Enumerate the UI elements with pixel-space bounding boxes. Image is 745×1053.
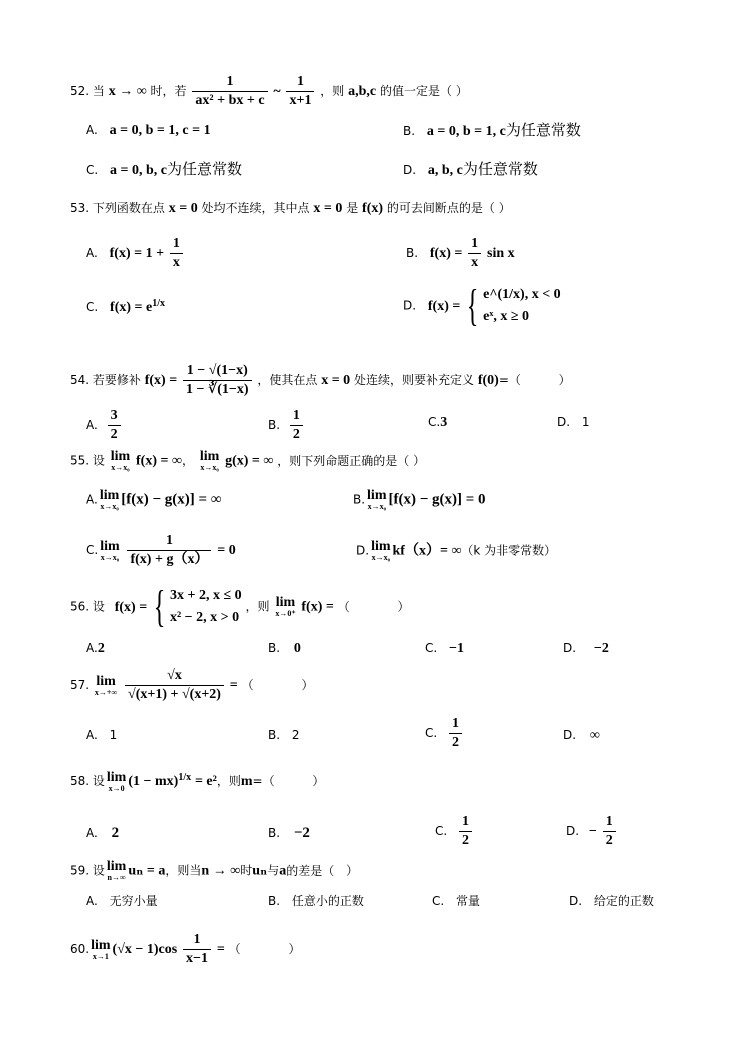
q54-f0: f(0) — [477, 373, 499, 388]
q58-text-a: 58. 设 — [70, 774, 105, 788]
q58-text-b: ，则 — [216, 774, 241, 788]
q53-close-paren: ） — [498, 201, 511, 215]
denominator: x−1 — [186, 951, 209, 966]
q55-comma: ， — [181, 453, 194, 468]
q58-base: (1 − mx) — [128, 774, 179, 789]
numerator: 1 — [170, 236, 183, 254]
option-label: B. — [406, 246, 419, 260]
question-57-stem — [70, 668, 313, 703]
numerator: 1 — [468, 236, 481, 254]
q60-close-paren: ） — [288, 942, 301, 956]
q57-option-c-fraction — [449, 716, 462, 751]
option-label: B. — [268, 826, 281, 840]
option-label: A. — [86, 826, 98, 840]
q56-limit — [275, 596, 295, 618]
q57-limit — [95, 675, 117, 697]
q54-option-b-fraction — [290, 408, 303, 443]
lim-subscript: x→x₀ — [100, 552, 120, 562]
q55-option-a-limit — [100, 489, 119, 511]
q60-text-b: （ — [228, 942, 241, 956]
q54-option-c — [428, 414, 447, 431]
q54-option-d-value: 1 — [581, 415, 590, 429]
q58-option-d-fraction — [603, 814, 616, 849]
q53-option-b-lhs: f(x) = — [429, 246, 463, 261]
option-label: C. — [435, 824, 448, 838]
q56-option-d — [563, 640, 609, 657]
q53-point-1: x = 0 — [168, 201, 198, 216]
q59-option-a — [86, 893, 158, 909]
option-label: C. — [86, 543, 99, 557]
denominator: √(x+1) + √(x+2) — [128, 687, 221, 702]
q59-option-b — [268, 893, 364, 909]
q58-option-d-sign: − — [588, 824, 597, 839]
q60-text-a: 60. — [70, 942, 90, 956]
q54-option-d — [557, 414, 590, 430]
lim-subscript: x→x₀ — [111, 463, 130, 472]
lim-subscript: x→+∞ — [94, 687, 118, 697]
lim-subscript: x→x₀ — [371, 553, 390, 562]
q53-option-b-fraction — [468, 236, 481, 271]
left-brace: { — [153, 582, 166, 631]
q59-close-paren: ） — [346, 863, 359, 878]
option-label: D. — [356, 543, 370, 558]
option-label: D. — [403, 163, 417, 177]
q55-option-b — [353, 489, 486, 511]
q54-option-b — [268, 408, 305, 443]
denominator: f(x) + g（x） — [130, 552, 209, 567]
option-label: B. — [353, 492, 366, 507]
numerator: 1 — [459, 814, 472, 832]
case-1: e^(1/x), x < 0 — [483, 287, 561, 302]
option-label: B. — [268, 641, 281, 655]
q52-text-a: 52. 当 — [70, 84, 105, 98]
q54-lhs: f(x) = — [144, 373, 178, 388]
q53-point-2: x = 0 — [313, 201, 343, 216]
q57-text-a: 57. — [70, 678, 90, 692]
q55-text-b: ，则下列命题正确的是（ — [277, 453, 410, 468]
q59-text-a: 59. 设 — [70, 863, 105, 878]
option-label: D. — [563, 728, 577, 742]
q55-option-b-limit — [367, 489, 386, 511]
lim-subscript: x→x₀ — [200, 463, 219, 472]
numerator: 3 — [108, 408, 121, 426]
q55-option-d-expr: kf（x）= ∞ — [392, 543, 462, 559]
denominator: 2 — [605, 833, 613, 848]
q55-option-d-limit — [371, 540, 390, 562]
q55-option-c-rhs: = 0 — [217, 543, 236, 558]
q58-option-b-value: −2 — [293, 825, 310, 841]
q53-option-d-lhs: f(x) = — [427, 298, 461, 314]
question-60-stem — [70, 932, 301, 967]
numerator: 1 — [290, 408, 303, 426]
q58-limit — [107, 771, 126, 793]
q57-option-d — [563, 727, 600, 744]
q55-option-a — [86, 489, 222, 511]
option-label: C. — [428, 415, 441, 429]
q57-equals: = — [229, 678, 238, 693]
q59-text-c: 时 — [240, 863, 253, 878]
q58-close-paren: ） — [312, 774, 325, 788]
q55-option-c — [86, 533, 236, 568]
q60-equals: = — [216, 942, 225, 957]
q57-fraction — [125, 668, 224, 703]
numerator: 1 — [449, 716, 462, 734]
option-label: A. — [86, 641, 98, 655]
q60-limit — [91, 939, 110, 961]
q54-text-d: =（ — [498, 373, 521, 387]
q60-expr: (√x − 1)cos — [112, 942, 178, 957]
q52-close-paren: ） — [455, 84, 468, 98]
option-label: A. — [86, 894, 98, 908]
question-52-stem — [70, 74, 468, 109]
q58-option-b — [268, 825, 310, 841]
q59-expr: uₙ = a — [128, 863, 166, 879]
q55-text-a: 55. 设 — [70, 453, 105, 468]
q56-lhs: f(x) = — [114, 599, 148, 615]
q57-option-b-value: 2 — [291, 728, 300, 742]
lim-subscript: x→0⁺ — [275, 609, 296, 618]
option-label: B. — [268, 728, 281, 742]
q56-option-a — [86, 640, 105, 657]
q56-text-c: （ — [337, 599, 350, 614]
option-label: C. — [86, 163, 99, 177]
q55-option-c-fraction — [127, 533, 211, 568]
case-2: eˣ, x ≥ 0 — [483, 309, 530, 324]
q52-text-d: 的值一定是（ — [379, 84, 452, 98]
q59-text-b: ，则当 — [165, 863, 202, 878]
q53-option-b-rhs: sin x — [487, 246, 515, 261]
q53-option-d — [403, 281, 561, 330]
q56-expr: f(x) = — [301, 599, 334, 615]
q52-vars: a,b,c — [348, 84, 377, 99]
lim-word: lim — [106, 769, 127, 785]
q56-option-a-value: 2 — [97, 641, 105, 656]
q55-expr-2: g(x) = ∞ — [225, 453, 274, 469]
q52-option-b-text: 为任意常数 — [505, 121, 581, 139]
q56-cases — [170, 585, 242, 629]
q53-option-a-fraction — [170, 236, 183, 271]
question-58-stem — [70, 770, 324, 793]
q55-option-a-expr: [f(x) − g(x)] = ∞ — [121, 491, 222, 508]
q59-un: uₙ — [252, 863, 268, 879]
lim-word: lim — [96, 673, 116, 689]
numerator: 1 — [603, 814, 616, 832]
option-label: B. — [268, 894, 281, 908]
q52-option-d-text: 为任意常数 — [462, 160, 538, 178]
numerator: 1 − √(1−x) — [183, 363, 251, 381]
q55-expr-1: f(x) = ∞ — [136, 453, 182, 469]
q54-text-b: ，使其在点 — [257, 373, 318, 387]
option-label: C. — [432, 894, 445, 908]
option-label: B. — [268, 418, 281, 432]
q52-frac1-denominator: ax² + bx + c — [195, 93, 265, 108]
q55-option-b-expr: [f(x) − g(x)] = 0 — [388, 491, 486, 508]
q52-option-b — [403, 122, 581, 140]
lim-subscript: n→∞ — [107, 873, 126, 882]
q56-option-b — [268, 640, 301, 657]
q56-option-c-value: −1 — [449, 641, 465, 656]
q59-option-c — [432, 893, 480, 909]
q53-text-b: 处均不连续，其中点 — [201, 201, 310, 215]
q57-option-a-value: 1 — [109, 728, 118, 742]
denominator: 2 — [292, 427, 300, 442]
q52-option-c-expr: a = 0, b, c — [110, 163, 168, 178]
lim-subscript: x→x₀ — [367, 502, 386, 511]
option-label: D. — [403, 298, 417, 313]
lim-subscript: x→0 — [108, 783, 125, 793]
q52-option-c — [86, 161, 242, 179]
q52-frac2-denominator: x+1 — [289, 93, 312, 108]
option-label: A. — [86, 123, 98, 137]
q52-frac1-numerator: 1 — [192, 74, 267, 92]
q59-limit — [107, 860, 126, 882]
q53-option-c — [86, 296, 165, 316]
q52-text-c: ，则 — [320, 84, 345, 98]
q58-option-c — [435, 814, 474, 849]
lim-word: lim — [367, 488, 387, 503]
q52-equivalence: ~ — [273, 84, 281, 99]
lim-word: lim — [99, 488, 120, 503]
lim-word: lim — [110, 449, 131, 464]
q59-option-a-text: 无穷小量 — [109, 894, 158, 908]
q54-option-c-value: 3 — [440, 415, 448, 430]
q54-option-a-fraction — [108, 408, 121, 443]
q56-option-d-value: −2 — [593, 641, 609, 656]
q58-option-d — [566, 814, 618, 849]
question-56-stem — [70, 582, 410, 631]
question-55-stem — [70, 450, 425, 472]
q54-text-c: 处连续，则要补充定义 — [354, 373, 475, 387]
q54-text-a: 54. 若要修补 — [70, 373, 141, 387]
q55-limit-1 — [111, 450, 130, 472]
q52-fraction-1 — [192, 74, 267, 109]
q53-option-b — [406, 236, 515, 271]
q52-option-b-expr: a = 0, b = 1, c — [426, 124, 506, 139]
q59-option-d — [569, 893, 654, 909]
q56-option-b-value: 0 — [293, 641, 301, 656]
q59-condition: n → ∞ — [201, 863, 241, 879]
lim-subscript: x→x₀ — [100, 502, 119, 511]
q59-option-d-text: 给定的正数 — [593, 894, 654, 908]
q58-m: m — [240, 774, 253, 789]
case-2: x² − 2, x > 0 — [169, 610, 240, 625]
denominator: x — [471, 255, 479, 270]
lim-word: lim — [199, 449, 220, 464]
numerator: 1 — [127, 533, 211, 551]
denominator: 1 − ∛(1−x) — [186, 382, 249, 397]
q56-option-c — [425, 640, 464, 657]
q57-text-b: （ — [241, 678, 254, 692]
q58-exponent: 1/x — [178, 772, 192, 783]
q57-option-a — [86, 727, 117, 743]
q52-condition: x → ∞ — [108, 84, 147, 99]
q58-rhs: = e² — [194, 774, 217, 789]
q58-option-c-fraction — [459, 814, 472, 849]
q52-option-a — [86, 122, 211, 139]
lim-word: lim — [91, 937, 111, 953]
q58-text-c: =（ — [252, 774, 275, 788]
lim-word: lim — [371, 539, 391, 554]
option-label: B. — [403, 124, 416, 138]
q53-option-d-cases — [483, 284, 561, 328]
q58-option-a-value: 2 — [111, 825, 120, 841]
question-53-stem — [70, 200, 511, 217]
lim-subscript: x→1 — [92, 951, 109, 961]
question-54-stem — [70, 363, 571, 398]
numerator: √x — [125, 668, 224, 686]
q53-text-a: 53. 下列函数在点 — [70, 201, 165, 215]
option-label: A. — [86, 418, 98, 432]
option-label: A. — [86, 728, 98, 742]
case-1: 3x + 2, x ≤ 0 — [169, 588, 242, 603]
q53-text-d: 的可去间断点的是（ — [386, 201, 495, 215]
q57-option-c — [425, 716, 464, 751]
option-label: D. — [566, 824, 580, 838]
lim-word: lim — [275, 595, 296, 610]
q53-option-a — [86, 236, 185, 271]
q57-option-d-value: ∞ — [589, 728, 600, 743]
q54-point: x = 0 — [321, 373, 351, 388]
q59-option-c-text: 常量 — [456, 894, 481, 908]
lim-word: lim — [106, 859, 127, 874]
q52-fraction-2 — [286, 74, 314, 109]
option-label: A. — [86, 246, 98, 260]
left-brace: { — [466, 281, 479, 330]
q58-option-a — [86, 825, 119, 841]
q56-close-paren: ） — [397, 599, 410, 614]
option-label: C. — [425, 641, 438, 655]
q53-text-c: 是 — [346, 201, 359, 215]
q55-option-d — [356, 540, 556, 562]
q55-option-c-limit — [100, 540, 119, 562]
numerator: 1 — [183, 932, 211, 950]
question-59-stem — [70, 860, 358, 882]
q60-fraction — [183, 932, 211, 967]
q53-fx: f(x) — [362, 201, 384, 216]
q52-option-c-text: 为任意常数 — [167, 160, 243, 178]
denominator: 2 — [452, 735, 460, 750]
q57-close-paren: ） — [301, 678, 314, 692]
q52-option-a-expr: a = 0, b = 1, c = 1 — [109, 123, 211, 138]
denominator: 2 — [110, 427, 118, 442]
q59-a: a — [279, 863, 287, 879]
q55-close-paren: ） — [413, 453, 426, 468]
q53-option-c-exponent: 1/x — [152, 298, 165, 309]
q52-frac2-numerator: 1 — [286, 74, 314, 92]
option-label: D. — [569, 894, 583, 908]
q52-text-b: 时，若 — [150, 84, 187, 98]
q52-option-d-expr: a, b, c — [427, 163, 463, 178]
option-label: C. — [425, 726, 438, 740]
q53-option-c-expr: f(x) = e — [110, 300, 153, 315]
q56-text-b: ，则 — [245, 599, 270, 614]
denominator: x — [172, 255, 180, 270]
lim-word: lim — [100, 538, 120, 554]
q54-close-paren: ） — [558, 373, 571, 387]
denominator: 2 — [462, 833, 470, 848]
q53-option-a-lhs: f(x) = 1 + — [109, 246, 165, 261]
q55-limit-2 — [200, 450, 219, 472]
q52-option-d — [403, 161, 538, 179]
option-label: C. — [86, 300, 99, 314]
q59-option-b-text: 任意小的正数 — [291, 894, 364, 908]
option-label: A. — [86, 492, 98, 507]
q54-fraction — [183, 363, 251, 398]
q57-option-b — [268, 727, 300, 743]
option-label: D. — [557, 415, 571, 429]
q59-text-d: 与 — [267, 863, 280, 878]
q56-text-a: 56. 设 — [70, 599, 105, 614]
q54-option-a — [86, 408, 123, 443]
option-label: D. — [563, 641, 577, 655]
q59-text-e: 的差是（ — [286, 863, 335, 878]
q55-option-d-note: （k 为非零常数） — [461, 543, 557, 558]
